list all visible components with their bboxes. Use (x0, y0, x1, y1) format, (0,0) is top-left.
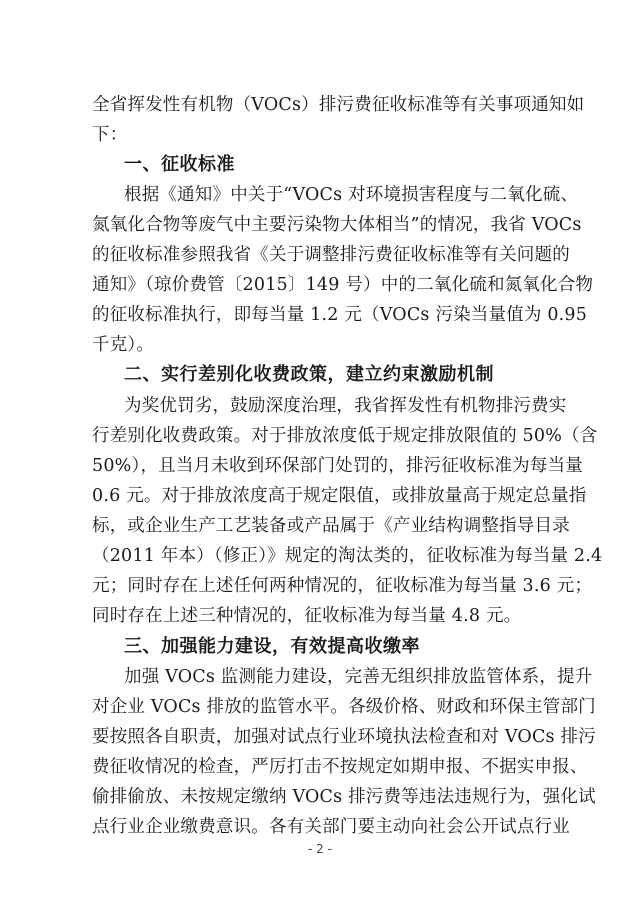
section-2-line-4: 0.6 元。对于排放浓度高于规定限值，或排放量高于规定总量指 (92, 486, 587, 506)
section-1-line-6: 千克）。 (92, 335, 155, 355)
section-2-line-5: 标，或企业生产工艺装备或产品属于《产业结构调整指导目录 (92, 516, 570, 536)
section-3-line-1: 加强 VOCs 监测能力建设，完善无组织排放监管体系，提升 (124, 667, 593, 687)
intro-line-1: 全省挥发性有机物（VOCs）排污费征收标准等有关事项通知如 (92, 95, 585, 115)
section-1-line-2: 氮氧化合物等废气中主要污染物大体相当”的情况，我省 VOCs (92, 215, 582, 235)
section-2-heading: 二、实行差别化收费政策，建立约束激励机制 (124, 364, 494, 385)
section-1-line-4: 通知》（琼价费管〔2015〕149 号）中的二氧化硫和氮氧化合物 (92, 275, 594, 295)
section-1-line-1: 根据《通知》中关于“VOCs 对环境损害程度与二氧化硫、 (124, 185, 579, 205)
section-3-line-2: 对企业 VOCs 排放的监管水平。各级价格、财政和环保主管部门 (92, 697, 596, 717)
section-2-line-3: 50%），且当月未收到环保部门处罚的，排污征收标准为每当量 (92, 456, 583, 476)
section-1-line-3: 的征收标准参照我省《关于调整排污费征收标准等有关问题的 (92, 245, 570, 265)
section-2-line-1: 为奖优罚劣，鼓励深度治理，我省挥发性有机物排污费实 (124, 396, 567, 416)
page-number: - 2 - (308, 842, 332, 856)
section-3-heading: 三、加强能力建设，有效提高收缴率 (124, 636, 420, 657)
section-2-line-7: 元；同时存在上述任何两种情况的，征收标准为每当量 3.6 元； (92, 576, 593, 596)
section-1-heading: 一、征收标准 (124, 154, 235, 175)
intro-line-2: 下： (92, 125, 128, 145)
section-2-line-6: （2011 年本）（修正）》规定的淘汰类的，征收标准为每当量 2.4 (92, 546, 603, 566)
section-1-line-5: 的征收标准执行，即每当量 1.2 元（VOCs 污染当量值为 0.95 (92, 305, 588, 325)
section-3-line-6: 点行业企业缴费意识。各有关部门要主动向社会公开试点行业 (92, 817, 570, 837)
section-3-line-3: 要按照各自职责，加强对试点行业环境执法检查和对 VOCs 排污 (92, 727, 596, 747)
section-3-line-4: 费征收情况的检查，严厉打击不按规定如期申报、不据实申报、 (92, 757, 588, 777)
section-3-line-5: 偷排偷放、未按规定缴纳 VOCs 排污费等违法违规行为，强化试 (92, 787, 596, 807)
section-2-line-2: 行差别化收费政策。对于排放浓度低于规定排放限值的 50%（含 (92, 426, 598, 446)
section-2-line-8: 同时存在上述三种情况的，征收标准为每当量 4.8 元。 (92, 606, 522, 626)
